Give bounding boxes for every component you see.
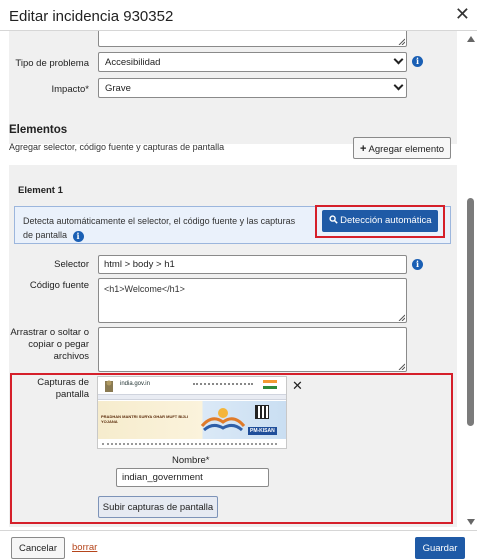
impact-value: Grave [105,83,131,94]
thumb-topbar [98,377,287,394]
thumb-navbar [98,394,287,400]
description-textarea[interactable] [98,31,407,47]
name-label: Nombre* [172,455,210,466]
scroll-down-arrow-icon[interactable] [467,519,475,525]
add-element-button[interactable] [353,137,451,159]
issue-fields-panel [9,31,457,144]
name-input[interactable] [116,468,269,487]
problem-type-label: Tipo de problema [15,58,89,69]
source-code-textarea[interactable] [98,278,407,323]
emblem-icon [102,379,116,393]
name-value: indian_government [122,472,203,483]
cancel-label: Cancelar [18,543,58,554]
elements-title: Elementos [9,124,68,136]
scroll-up-arrow-icon[interactable] [467,36,475,42]
upload-screenshots-label: Subir capturas de pantalla [102,502,214,513]
drop-paste-area[interactable] [98,327,407,372]
dialog-body[interactable] [0,31,465,527]
search-icon [329,215,338,224]
thumb-banner-title: PRADHAN MANTRI SURYA GHAR MUFT BIJLI YOJANA [101,414,189,424]
remove-screenshot-icon[interactable]: ✕ [292,378,303,393]
screenshots-label: Capturas de pantalla [37,377,89,400]
autodetect-label: Detección automática [340,215,432,226]
close-icon[interactable]: ✕ [454,4,470,24]
source-value: <h1>Welcome</h1> [104,284,185,294]
selector-value: html > body > h1 [104,259,175,270]
selector-input[interactable] [98,255,407,274]
screenshot-thumbnail[interactable] [97,376,287,449]
resize-handle-icon[interactable] [398,363,405,370]
thumb-bottom-strip [98,439,287,449]
thumb-footer-dots [102,443,277,446]
plus-icon: + [359,143,367,155]
cancel-button[interactable] [11,537,65,559]
problem-type-value: Accesibilidad [105,57,161,68]
hands-illustration-icon [198,404,248,436]
thumb-banner [98,401,287,439]
info-icon[interactable]: i [73,231,84,242]
autodetect-button[interactable] [322,210,438,232]
thumb-flag [263,380,277,389]
source-label: Código fuente [29,280,89,291]
info-icon[interactable]: i [412,259,423,270]
resize-handle-icon[interactable] [398,314,405,321]
thumb-qr-code [255,405,269,419]
autodetect-text: Detecta automáticamente el selector, el código fuente y las capturas de pantalla i [23,216,296,241]
dialog-title: Editar incidencia 930352 [9,8,174,25]
dialog-footer [0,530,477,560]
upload-screenshots-button[interactable] [98,496,218,518]
save-label: Guardar [422,543,458,554]
chevron-down-icon [394,55,404,65]
thumb-badge: PM-KISAN [250,428,275,434]
problem-type-select[interactable] [98,52,407,72]
resize-handle-icon[interactable] [398,38,405,45]
selector-label: Selector [54,259,89,270]
chevron-down-icon [394,81,404,91]
impact-select[interactable] [98,78,407,98]
thumb-site-name: india.gov.in [120,381,150,387]
scrollbar-thumb[interactable] [467,198,474,426]
elements-description: Agregar selector, código fuente y capturas de pantalla [9,142,225,152]
element-heading: Element 1 [18,185,63,196]
dialog-header [0,0,477,31]
impact-label: Impacto* [51,84,89,95]
thumb-nav-dots [193,383,253,387]
drop-files-label: Arrastrar o soltar o copiar o pegar archivos [10,327,89,362]
delete-link[interactable]: borrar [72,542,98,553]
vertical-scrollbar[interactable] [466,33,476,527]
add-element-label: Agregar elemento [368,144,445,155]
info-icon[interactable]: i [412,56,423,67]
save-button[interactable] [415,537,465,559]
